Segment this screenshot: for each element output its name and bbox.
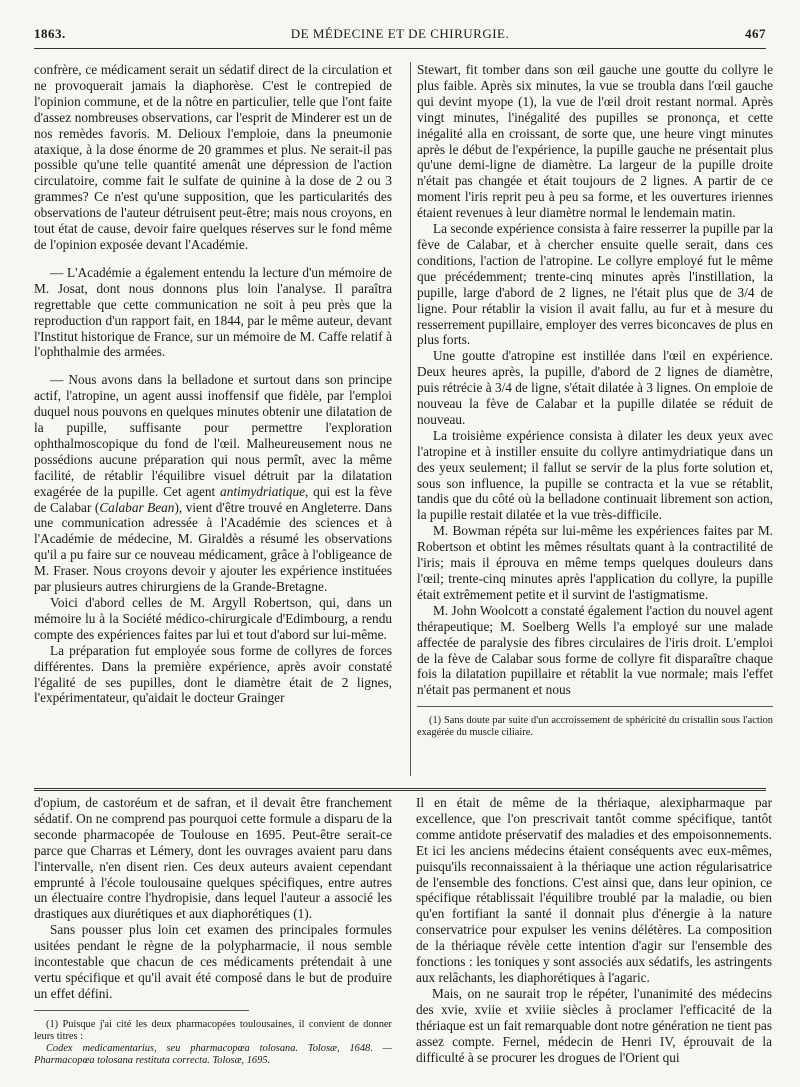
footnote: (1) Puisque j'ai cité les deux pharmacopées toulousaines, il convient de donner leurs titres : (34, 1018, 392, 1042)
header-year: 1863. (34, 26, 66, 41)
top-left-column (34, 62, 392, 776)
paragraph: Une goutte d'atropine est instillée dans l'œil en expérience. Deux heures après, la pupille, d'abord de 2 lignes de diamètre, puis rétrécie à 3/4 de ligne, s'était dilatée à 3 lignes. On emploie de nouveau la fève de Calabar et la pupille dilatée se réduit de nouveau. (417, 348, 773, 427)
paragraph: La seconde expérience consista à faire resserrer la pupille par la fève de Calabar, et à chercher ensuite quelle serait, dans ces conditions, l'action de l'atropine. Le collyre employé fut le même que précédemment; trente-cinq minutes après l'instillation, la pupille, large d'abord de 2 lignes, ne l'était plus que de 3/4 de ligne. Pour rétablir la vision il avait fallu, au fur et à mesure du resserrement pupillaire, employer des verres biconcaves de plus en plus forts. (417, 221, 773, 348)
footnote-rule (417, 706, 773, 707)
footnote-titles: Codex medicamentarius, seu pharmacopœa tolosana. Tolosæ, 1648. — Pharmacopœa tolosana restituta correcta. Tolosæ, 1695. (34, 1043, 392, 1065)
italic-term: Calabar Bean (99, 499, 175, 515)
paragraph: M. John Woolcott a constaté également l'action du nouvel agent thérapeutique; M. Soelberg Wells l'a employé sur une malade affectée de paralysie des fibres circulaires de l'iris droit. L'emploi de la fève de Calabar sous forme de collyre fit disparaître chaque fois la dilatation pupillaire et rétablit la vue normale; mais l'effet n'était pas permanent et nous (417, 602, 773, 698)
paragraph: Voici d'abord celles de M. Argyll Robertson, qui, dans un mémoire lu à la Société médico-chirurgicale d'Edimbourg, a rendu compte des expériences faites par lui et tout d'abord sur lui-même. (34, 595, 392, 642)
paragraph: Il en était de même de la thériaque, alexipharmaque par excellence, que l'on prescrivait tantôt comme spécifique, tantôt comme antidote préservatif des maladies et des empoisonnements. Et ici les anciens médecins étaient conséquents avec eux-mêmes, puisqu'ils reconnaissaient à la thériaque une action régularisatrice de l'ensemble des fonctions. C'est ainsi que, dans leur opinion, ce spécifique rétablissait l'équilibre troublé par la maladie, ou bien qu'en fortifiant la santé il donnait plus d'énergie à la nature conservatrice pour expulser les venins délétères. La composition de la thériaque révèle cette intention d'agir sur l'ensemble des fonctions : les toniques y sont associés aux sédatifs, les astringents aux relâchants, les diaphorétiques à l'agaric. (416, 795, 772, 985)
paragraph: — L'Académie a également entendu la lecture d'un mémoire de M. Josat, dont nous donnons plus loin l'analyse. Il paraîtra regrettable que cette communication ne soit à peu près que la reproduction d'un rapport fait, en 1844, par le même auteur, devant l'Institut historique de France, sur un mémoire de M. Caffe relatif à l'ophthalmie des armées. (34, 264, 392, 360)
bottom-right-column (410, 795, 772, 1065)
paragraph: Sans pousser plus loin cet examen des principales formules usitées pendant le règne de la polypharmacie, il nous semble incontestable que chacun de ces médicaments prétendait à une vertu spécifique et qu'il avait été composé dans le but de produire un effet défini. (34, 922, 392, 1001)
footnote-rule (34, 1010, 249, 1011)
running-header (34, 22, 766, 44)
paragraph: confrère, ce médicament serait un sédatif direct de la circulation et ne provoquerait jamais la diaphorèse. C'est le contrepied de l'opinion commune, et de la nôtre en particulier, telle que l'ont faite d'assez nombreuses observations, car l'esprit de Minderer est un de nos remèdes favoris. M. Delioux l'emploie, dans la pneumonie ataxique, à la dose énorme de 20 grammes et plus. Ne serait-il pas possible qu'une telle quantité amenât une dépression de l'action circulatoire, comme fait le sulfate de quinine à la dose de 2 ou 3 grammes? Ce n'est qu'une supposition, que les particularités des observations de l'auteur détruisent peut-être; mais nous croyons, en tout état de cause, devoir faire quelques réserves sur le fond même de l'opinion exposée devant l'Académie. (34, 62, 392, 252)
paragraph: La troisième expérience consista à dilater les deux yeux avec l'atropine et à instiller ensuite du collyre antimydriatique dans un des yeux seulement; il fallut se servir de la plus forte solution et, sous son influence, la pupille se contracta et la vue se rétablit, tandis que du côté où la belladone continuait librement son action, la pupille restait dilatée et la vue très-difficile. (417, 427, 773, 523)
paragraph: M. Bowman répéta sur lui-même les expériences faites par M. Robertson et obtint les mêmes résultats quant à la contractilité de l'iris; mais il éprouva en même temps quelques douleurs dans l'œil; trente-cinq minutes après l'application du collyre, la pupille était extrêmement petite et il survint de l'astigmatisme. (417, 523, 773, 602)
header-rule (34, 48, 766, 49)
section-double-rule (34, 788, 766, 791)
paragraph: La préparation fut employée sous forme de collyres de forces différentes. Dans la première expérience, après avoir constaté l'égalité de ses pupilles, dont le diamètre était de 2 lignes, l'expérimentateur, qu'aidait le docteur Grainger (34, 642, 392, 706)
paragraph-atropine: — Nous avons dans la belladone et surtout dans son principe actif, l'atropine, un agent aussi inoffensif que fidèle, par l'emploi duquel nous pouvons en quelques minutes obtenir une dilatation de la pupille, suffisante pour permettre l'exploration ophthalmoscopique du fond de l'œil. Malheureusement nous ne possédions aucune préparation qui nous permît, avec la même facilité, de rétablir l'équilibre visuel détruit par la dilatation exagérée de la pupille. Cet agent antimydriatique, qui est la fève de Calabar (Calabar Bean), vient d'être trouvé en Angleterre. Dans une communication adressée à l'Académie des sciences et à l'Académie de médecine, M. Giraldès a résumé les observations qu'il a pu faire sur ce nouveau médicament, grâce à l'obligeance de M. Fraser. Nous croyons devoir y ajouter les expérience instituées par plusieurs autres chirurgiens de la Grande-Bretagne. (34, 372, 392, 595)
header-title: DE MÉDECINE ET DE CHIRURGIE. (290, 26, 510, 41)
paragraph: Stewart, fit tomber dans son œil gauche une goutte du collyre le plus faible. Après six minutes, la vue se troubla dans l'œil gauche qui devint myope (1), la vue de l'œil droit restant normal. Après vingt minutes, l'inégalité des pupilles se prononça, et cette inégalité alla en croissant, de sorte que, une heure vingt minutes après le début de l'expérience, la pupille gauche ne présentait plus qu'une demi-ligne de diamètre. La largeur de la pupille droite n'était pas changée et était toujours de 2 lignes. A partir de ce moment l'iris reprit peu à peu sa forme, et les ouvertures iriennes étaient revenues à leur diamètre normal le lendemain matin. (417, 62, 773, 221)
footnote: (1) Sans doute par suite d'un accroissement de sphéricité du cristallin sous l'action exagérée du muscle ciliaire. (417, 715, 773, 739)
paragraph: d'opium, de castoréum et de safran, et il devait être franchement sédatif. On ne comprend pas pourquoi cette formule a disparu de la seconde pharmacopée de Toulouse en 1695. Peut-être serait-ce parce que Charras et Lémery, dont les ouvrages avaient paru dans l'intervalle, n'en disent rien. Ces deux auteurs avaient cependant emprunté à l'école toulousaine quelques spécifiques, entre autres un électuaire contre l'hydropisie, dans lequel l'auteur a associé les drastiques aux diurétiques et aux diaphorétiques (1). (34, 795, 392, 922)
top-right-column (410, 62, 773, 776)
paragraph: Mais, on ne saurait trop le répéter, l'unanimité des médecins des xvie, xviie et xviiie siècles à proclamer l'efficacité de la thériaque est un fait remarquable dont notre génération ne tient pas assez compte. Fernel, médecin de Henri IV, éprouvait de la difficulté à se procurer les drogues de l'Orient qui (416, 985, 772, 1065)
italic-term: antimydriatique (220, 483, 305, 499)
page-number: 467 (745, 26, 766, 41)
bottom-left-column (34, 795, 392, 1065)
